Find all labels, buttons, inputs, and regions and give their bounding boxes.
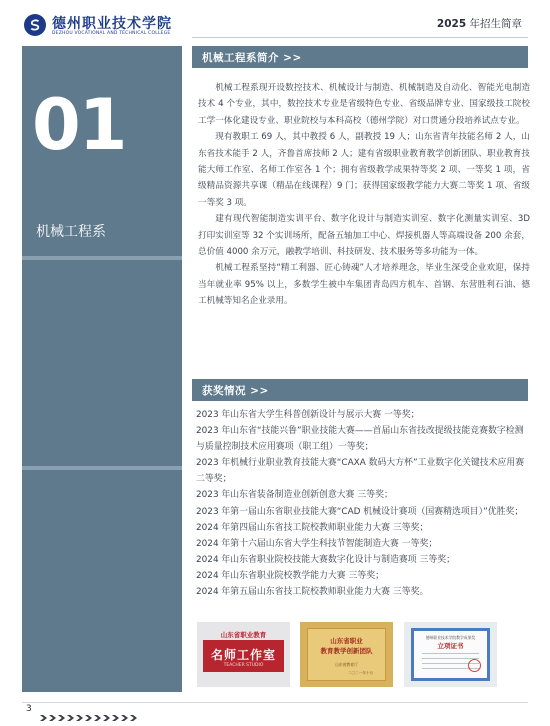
plaque-title: 名师工作室 [210, 648, 276, 662]
intro-paragraph: 机械工程系坚持“精工利器、匠心铸魂”人才培养理念，毕业生深受企业欢迎，保持当年就业率 95% 以上，多数学生被中车集团青岛四方机车、首钢、东营胜利石油、德工机械等知名企业录用。 [198, 263, 530, 307]
plaque-title-line1: 山东省职业 [330, 637, 363, 645]
footer-arrows-icon [40, 706, 150, 712]
college-logo-icon [24, 14, 46, 36]
plaque-date: 二〇二一年十月 [348, 671, 374, 675]
page-header [0, 0, 550, 48]
section-header-awards [192, 379, 528, 401]
intro-paragraph: 机械工程系现开设数控技术、机械设计与制造、机械制造及自动化、智能光电制造技术 4 个专业，其中，数控技术专业是省级特色专业、省级品牌专业、国家级技工院校工学一体化建设专业、职业院校与本科高校（德州学院）对口贯通分段培养试点专业。 [198, 83, 530, 126]
page-number: 3 [26, 704, 32, 714]
photo-certificate [404, 622, 497, 687]
awards-list [196, 407, 530, 600]
intro-paragraph: 建有现代智能制造实训平台、数字化设计与制造实训室、数字化测量实训室、3D 打印实训室等 32 个实训场所，配备五轴加工中心、焊接机器人等高端设备 200 余套，总价值 4000 余万元，融教学培训、科技研发、技术服务等多功能为一体。 [198, 214, 530, 258]
brochure-title-text: 年招生简章 [469, 18, 522, 30]
section-header-intro [192, 46, 528, 68]
department-name: 机械工程系 [36, 224, 106, 240]
footer-divider [22, 702, 528, 703]
plaque-title-line2: 教育教学创新团队 [320, 647, 373, 655]
header-divider [192, 37, 528, 38]
intro-paragraph: 现有教职工 69 人，其中教授 6 人，副教授 19 人；山东省青年技能名师 2 人，山东省技术能手 2 人，齐鲁首席技师 2 人；建有省级职业教育教学创新团队、职业教育技能大师工作室、名师工作室各 1 个；拥有省级教学成果特等奖 2 项、一等奖 1 项，省级精品资源共享课（精品在线课程）9 门；获得国家级教学能力大赛二等奖 1 项、省级一等奖 3 项。 [198, 132, 530, 208]
panel-accent-bar [22, 256, 182, 260]
certificate-title: 立项证书 [437, 642, 464, 650]
panel-accent-bar [22, 466, 182, 470]
award-item: 2023 年山东省装备制造业创新创意大赛 三等奖； [196, 490, 393, 501]
plaque-caption: 山东省职业教育 [220, 631, 267, 639]
photo-innovation-team-plaque [300, 622, 393, 687]
plaque-subtitle: TEACHER STUDIO [223, 663, 264, 668]
department-side-panel [22, 46, 182, 692]
award-item: 2024 年第五届山东省技工院校教师职业能力大赛 三等奖。 [196, 587, 429, 598]
section-title: 机械工程系简介 >> [202, 52, 302, 64]
plaque-plate [203, 640, 284, 672]
certificate-header: 德州职业技术学院教学成果奖 [425, 635, 476, 640]
award-item: 2023 年机械行业职业教育技能大赛“CAXA 数码大方杯”工业数字化关键技术应用赛 二等奖； [196, 458, 525, 485]
certificate-frame [411, 628, 490, 681]
brochure-year: 2025 [436, 18, 467, 30]
award-item: 2023 年山东省大学生科普创新设计与展示大赛 一等奖； [196, 410, 420, 420]
photo-teacher-studio-plaque [197, 622, 290, 687]
award-item: 2023 年第一届山东省职业技能大赛“CAD 机械设计赛项（国赛精选项目）”优胜奖； [196, 506, 524, 517]
college-name-en: DEZHOU VOCATIONAL AND TECHNICAL COLLEGE [52, 31, 171, 36]
section-title: 获奖情况 >> [202, 385, 269, 397]
award-item: 2024 年第十六届山东省大学生科技节智能制造大赛 一等奖； [196, 538, 438, 549]
college-name: 德州职业技术学院 [52, 16, 172, 32]
plaque-issuer: 山东省教育厅 [335, 662, 358, 667]
award-item: 2024 年山东省职业院校技能大赛数字化设计与制造赛项 三等奖； [196, 554, 455, 565]
award-item: 2023 年山东省“技能兴鲁”职业技能大赛——首届山东省技改提级技能竞赛数字检测与质量控制技术应用赛项（职工组）一等奖； [196, 426, 524, 453]
seal-icon [468, 659, 481, 672]
award-item: 2024 年山东省职业院校教学能力大赛 三等奖； [196, 570, 384, 581]
brochure-title [437, 16, 522, 31]
plaque-plate [307, 628, 386, 681]
intro-text [198, 80, 530, 310]
department-number: 01 [32, 84, 126, 166]
award-item: 2024 年第四届山东省技工院校教师职业能力大赛 三等奖； [196, 522, 429, 533]
